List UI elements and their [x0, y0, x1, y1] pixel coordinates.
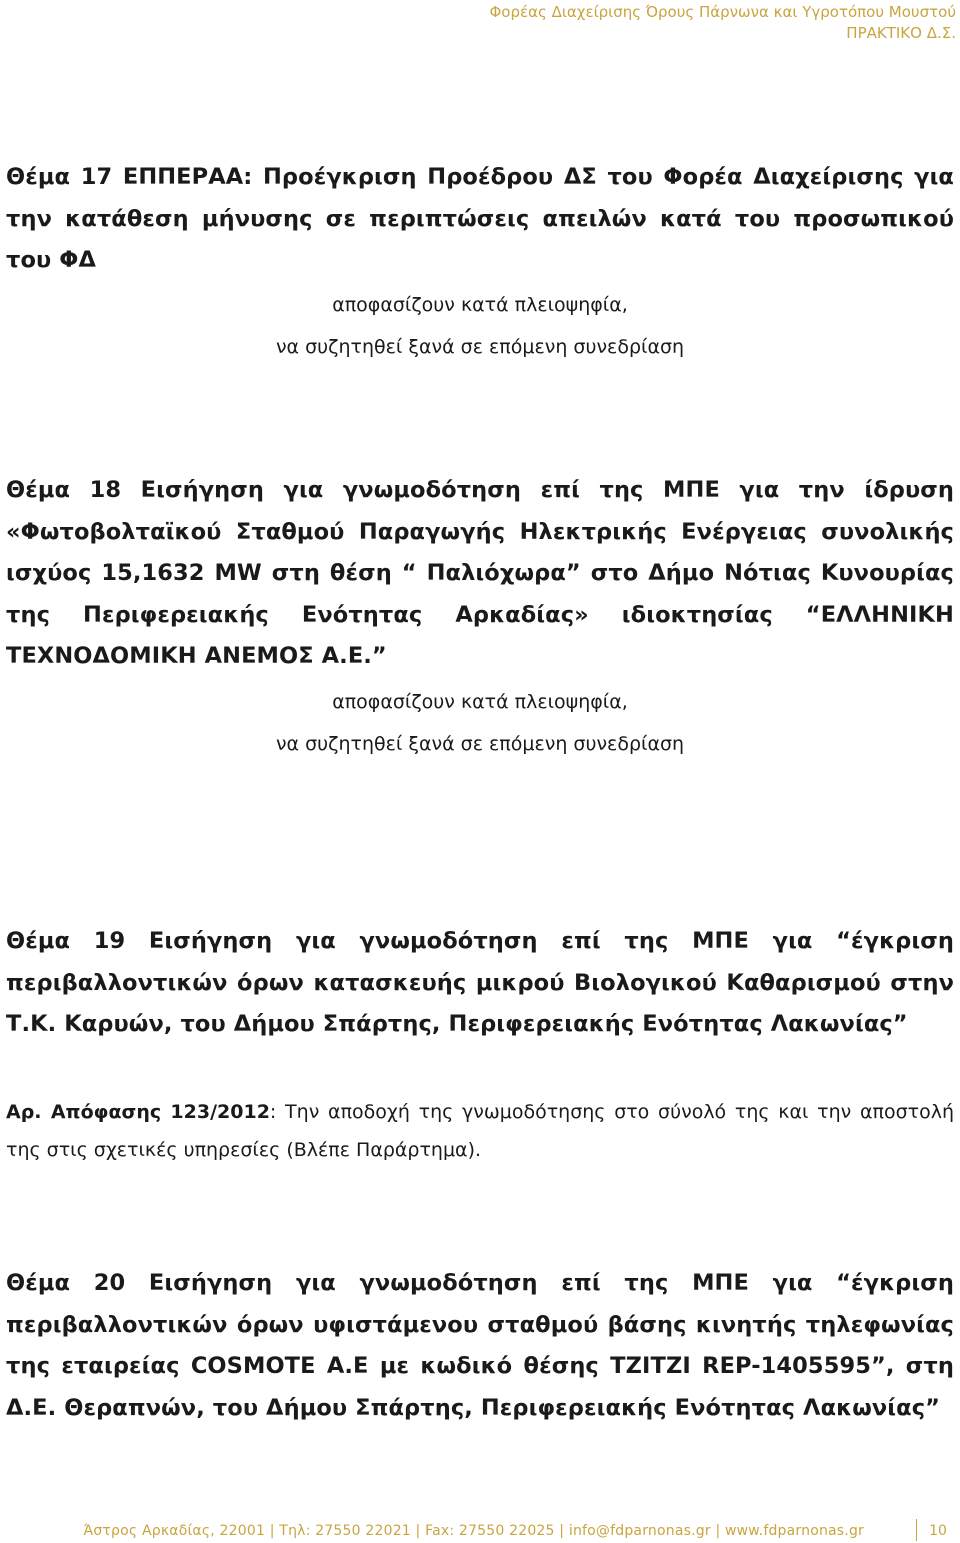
topic-19-decision — [6, 1093, 954, 1169]
topic-19-heading: Θέμα 19 Εισήγηση για γνωμοδότηση επί της ΜΠΕ για “έγκριση περιβαλλοντικών όρων κατασκευής μικρού Βιολογικού Καθαρισμού στην Τ.Κ. Καρυών, του Δήμου Σπάρτης, Περιφερειακής Ενότητας Λακωνίας” — [6, 928, 954, 1037]
topic-17-heading: Θέμα 17 ΕΠΠΕΡΑΑ: Προέγκριση Προέδρου ΔΣ του Φορέα Διαχείρισης για την κατάθεση μήνυσης σε περιπτώσεις απειλών κατά του προσωπικού του ΦΔ — [6, 164, 954, 273]
topic-20-heading: Θέμα 20 Εισήγηση για γνωμοδότηση επί της ΜΠΕ για “έγκριση περιβαλλοντικών όρων υφιστάμενου σταθμού βάσης κινητής τηλεφωνίας της εταιρείας COSMOTE Α.Ε με κωδικό θέσης TZITZI REP-1405595”, στη Δ.Ε. Θεραπνών, του Δήμου Σπάρτης, Περιφερειακής Ενότητας Λακωνίας” — [6, 1270, 954, 1421]
page-number: 10 — [929, 1523, 947, 1539]
decision-line: να συζητηθεί ξανά σε επόμενη συνεδρίαση — [275, 336, 685, 358]
page-footer — [0, 1519, 960, 1543]
decision-number-label: Αρ. Απόφασης 123/2012 — [6, 1101, 270, 1123]
footer-contact: Άστρος Αρκαδίας, 22001 | Τηλ: 27550 22021 | Fax: 27550 22025 | info@fdparnonas.gr | www.fdparnonas.gr — [83, 1523, 864, 1539]
decision-text: : Την αποδοχή της γνωμοδότησης στο σύνολό της και την αποστολή της στις σχετικές υπηρεσίες (Βλέπε Παράρτημα). — [6, 1101, 954, 1161]
topic-18-decision — [0, 681, 960, 765]
decision-line: αποφασίζουν κατά πλειοψηφία, — [332, 294, 628, 316]
topic-17-decision — [0, 284, 960, 368]
document-type: ΠΡΑΚΤΙΚΟ Δ.Σ. — [846, 24, 956, 42]
footer-divider — [916, 1519, 917, 1541]
topic-18-heading: Θέμα 18 Εισήγηση για γνωμοδότηση επί της ΜΠΕ για την ίδρυση «Φωτοβολταϊκού Σταθμού Παραγωγής Ηλεκτρικής Ενέργειας συνολικής ισχύος 15,1632 MW στη θέση “ Παλιόχωρα” στο Δήμο Νότιας Κυνουρίας της Περιφερειακής Ενότητας Αρκαδίας» ιδιοκτησίας “ΕΛΛΗΝΙΚΗ ΤΕΧΝΟΔΟΜΙΚΗ ΑΝΕΜΟΣ Α.Ε.” — [6, 477, 954, 669]
organization-name: Φορέας Διαχείρισης Όρους Πάρνωνα και Υγροτόπου Μουστού — [489, 3, 956, 21]
page-header — [490, 2, 957, 44]
decision-line: να συζητηθεί ξανά σε επόμενη συνεδρίαση — [275, 733, 685, 755]
decision-line: αποφασίζουν κατά πλειοψηφία, — [332, 691, 628, 713]
